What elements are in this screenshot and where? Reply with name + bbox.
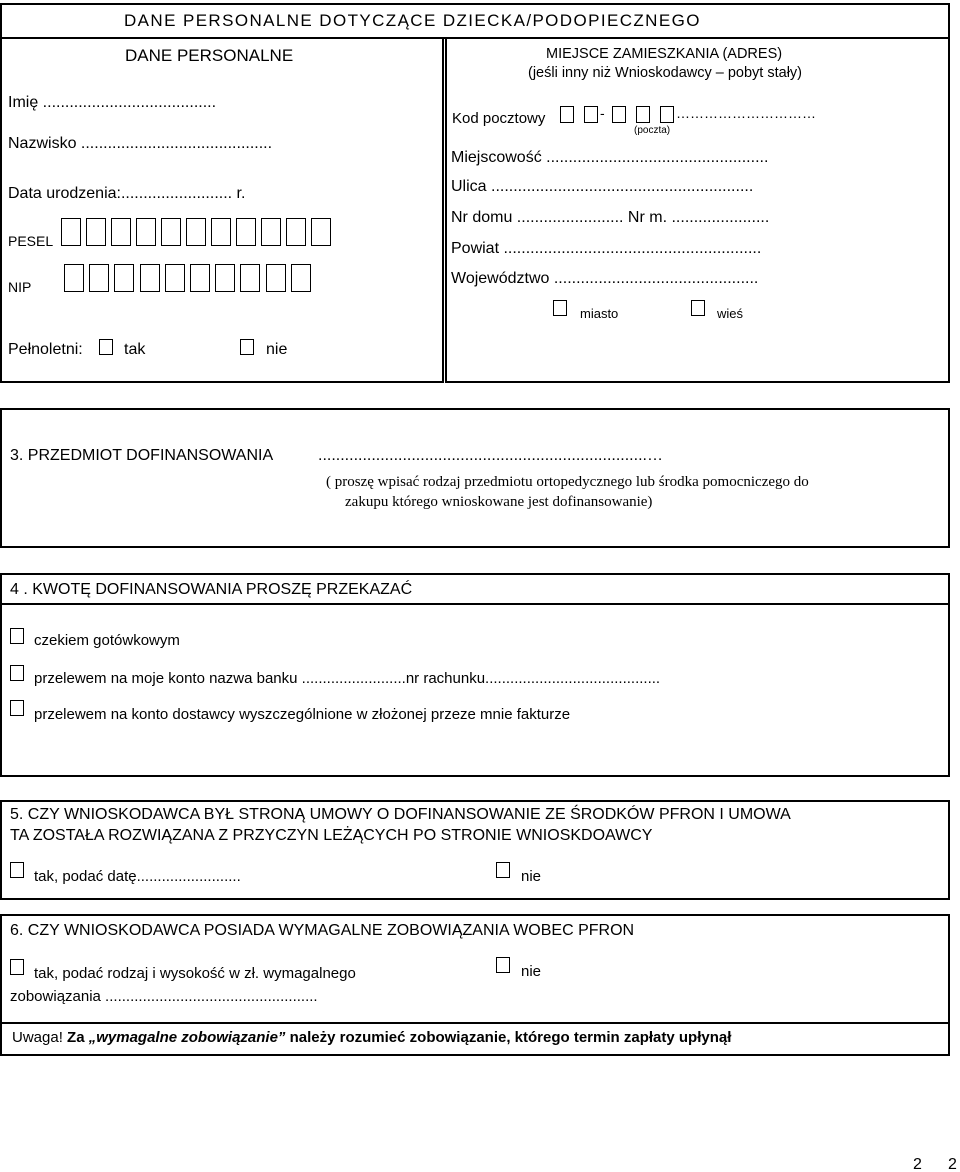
section6-yes-line1: tak, podać rodzaj i wysokość w zł. wymagalnego	[34, 965, 356, 982]
page-number-left: 2	[913, 1156, 922, 1172]
personal-data-box	[0, 37, 444, 383]
pesel-digit-cell-3[interactable]	[111, 218, 131, 246]
first-name-field[interactable]: Imię .......................................	[8, 94, 217, 111]
county-field[interactable]: Powiat ..........................................................	[451, 240, 762, 257]
own-account-checkbox[interactable]	[10, 665, 24, 681]
supplier-account-label: przelewem na konto dostawcy wyszczególnione w złożonej przeze mnie fakturze	[34, 706, 571, 723]
section5-yes-label[interactable]: tak, podać datę.........................	[34, 868, 241, 885]
last-name-field[interactable]: Nazwisko ...........................................	[8, 135, 273, 152]
section4-title: 4 . KWOTĘ DOFINANSOWANIA PROSZĘ PRZEKAZAĆ	[10, 581, 413, 598]
postal-digit-cell-2[interactable]	[584, 106, 598, 123]
pesel-digit-cell-9[interactable]	[261, 218, 281, 246]
house-number-field[interactable]: Nr domu ........................ Nr m. ......................	[451, 209, 770, 226]
pesel-digit-cell-11[interactable]	[311, 218, 331, 246]
city-field[interactable]: Miejscowość ..................................................	[451, 149, 769, 166]
address-heading: MIEJSCE ZAMIESZKANIA (ADRES)	[546, 46, 783, 62]
note-rest: należy rozumieć zobowiązanie, którego termin zapłaty upłynął	[289, 1029, 732, 1046]
pesel-digit-cell-10[interactable]	[286, 218, 306, 246]
postal-dash: -	[600, 105, 605, 121]
pesel-digit-cell-4[interactable]	[136, 218, 156, 246]
poczta-caption: (poczta)	[634, 125, 671, 136]
page-number-right: 2	[948, 1156, 957, 1172]
section6-no-checkbox[interactable]	[496, 957, 510, 973]
pesel-digit-cell-7[interactable]	[211, 218, 231, 246]
section5-title-line1: 5. CZY WNIOSKODAWCA BYŁ STRONĄ UMOWY O DOFINANSOWANIE ZE ŚRODKÓW PFRON I UMOWA	[10, 806, 791, 823]
nip-digit-cell-8[interactable]	[240, 264, 260, 292]
personal-heading: DANE PERSONALNE	[125, 46, 294, 65]
section5-no-checkbox[interactable]	[496, 862, 510, 878]
village-option-label: wieś	[717, 306, 744, 321]
adult-yes-label: tak	[124, 341, 146, 358]
pesel-digit-cell-2[interactable]	[86, 218, 106, 246]
own-account-label[interactable]: przelewem na moje konto nazwa banku .........................nr rachunku..........................................	[34, 670, 661, 687]
section6-divider	[0, 1022, 950, 1024]
section4-divider	[0, 603, 950, 605]
pesel-digit-cell-6[interactable]	[186, 218, 206, 246]
obligation-note	[12, 1030, 731, 1045]
postal-digit-cell-5[interactable]	[660, 106, 674, 123]
section6-title: 6. CZY WNIOSKODAWCA POSIADA WYMAGALNE ZOBOWIĄZANIA WOBEC PFRON	[10, 922, 635, 939]
section6-yes-checkbox[interactable]	[10, 959, 24, 975]
section3-item-field[interactable]: ..........................................................................…	[318, 447, 663, 464]
city-checkbox[interactable]	[553, 300, 567, 316]
nip-label: NIP	[8, 279, 32, 295]
nip-digit-cell-6[interactable]	[190, 264, 210, 292]
section5-title-line2: TA ZOSTAŁA ROZWIĄZANA Z PRZYCZYN LEŻĄCYCH PO STRONIE WNIOSKDOAWCY	[10, 827, 653, 844]
pesel-digit-cell-1[interactable]	[61, 218, 81, 246]
section3-note-line1: ( proszę wpisać rodzaj przedmiotu ortopedycznego lub środka pomocniczego do	[326, 474, 809, 490]
section3-title: 3. PRZEDMIOT DOFINANSOWANIA	[10, 447, 274, 464]
nip-digit-cell-10[interactable]	[291, 264, 311, 292]
postal-digit-cell-1[interactable]	[560, 106, 574, 123]
nip-digit-cell-2[interactable]	[89, 264, 109, 292]
nip-digit-cell-1[interactable]	[64, 264, 84, 292]
street-field[interactable]: Ulica ...........................................................	[451, 178, 754, 195]
section5-yes-checkbox[interactable]	[10, 862, 24, 878]
section5-no-label: nie	[521, 868, 542, 885]
nip-digit-cell-3[interactable]	[114, 264, 134, 292]
section6-no-label: nie	[521, 963, 542, 980]
nip-digit-cell-9[interactable]	[266, 264, 286, 292]
cheque-label: czekiem gotówkowym	[34, 632, 180, 649]
postal-digit-cell-4[interactable]	[636, 106, 650, 123]
form-title: DANE PERSONALNE DOTYCZĄCE DZIECKA/PODOPIECZNEGO	[124, 11, 701, 30]
postal-code-label: Kod pocztowy	[452, 110, 546, 127]
supplier-account-checkbox[interactable]	[10, 700, 24, 716]
adult-no-label: nie	[266, 341, 288, 358]
voivodeship-field[interactable]: Województwo ..............................................	[451, 270, 759, 287]
village-checkbox[interactable]	[691, 300, 705, 316]
postal-city-field[interactable]: …………………………	[676, 105, 816, 121]
birth-date-field[interactable]: Data urodzenia:......................... r.	[8, 185, 246, 202]
section6-yes-line2[interactable]: zobowiązania ...................................................	[10, 988, 318, 1005]
adult-no-checkbox[interactable]	[240, 339, 254, 355]
pesel-label: PESEL	[8, 233, 54, 249]
note-prefix: Uwaga!	[12, 1029, 63, 1046]
nip-digit-cell-5[interactable]	[165, 264, 185, 292]
nip-digit-cell-4[interactable]	[140, 264, 160, 292]
address-subheading: (jeśli inny niż Wnioskodawcy – pobyt stały)	[528, 65, 802, 81]
nip-digit-cell-7[interactable]	[215, 264, 235, 292]
pesel-digit-cell-8[interactable]	[236, 218, 256, 246]
city-option-label: miasto	[580, 306, 619, 321]
adult-label: Pełnoletni:	[8, 341, 83, 358]
pesel-digit-cell-5[interactable]	[161, 218, 181, 246]
postal-digit-cell-3[interactable]	[612, 106, 626, 123]
note-term: „wymagalne zobowiązanie”	[88, 1029, 286, 1046]
section3-note-line2: zakupu którego wnioskowane jest dofinansowanie)	[345, 494, 653, 510]
adult-yes-checkbox[interactable]	[99, 339, 113, 355]
cheque-checkbox[interactable]	[10, 628, 24, 644]
note-za: Za	[67, 1029, 85, 1046]
